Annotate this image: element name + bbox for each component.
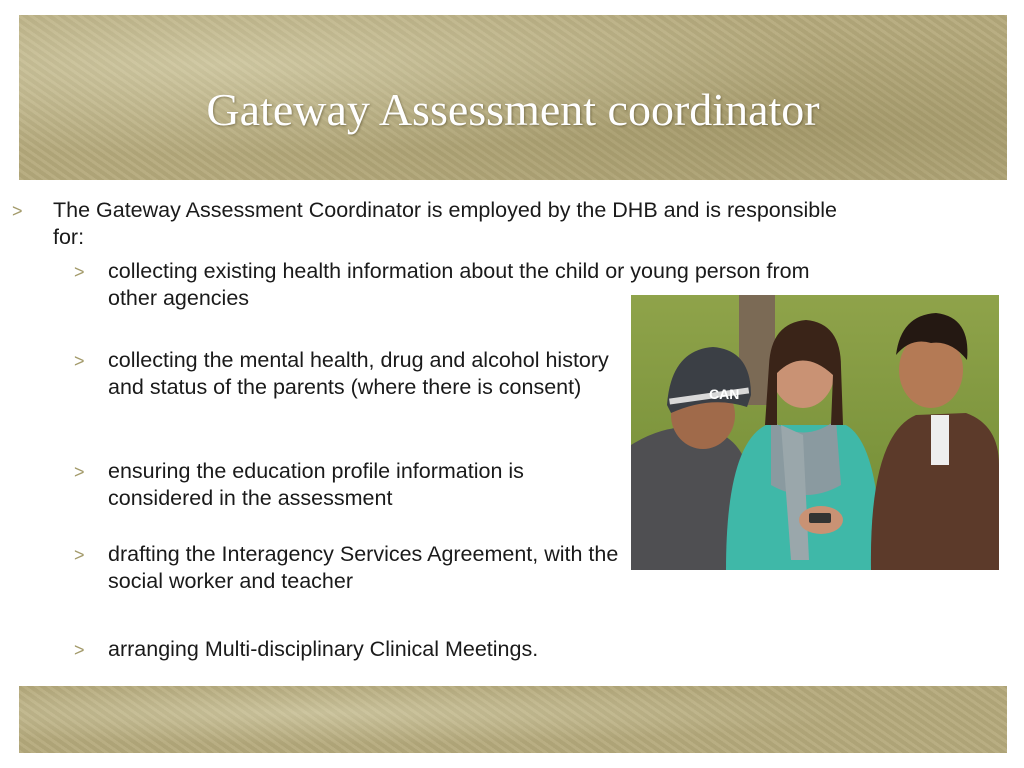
sub-bullet-marker: >	[74, 545, 85, 565]
list-item: ensuring the education profile information is considered in the assessment	[108, 459, 524, 510]
footer-banner	[19, 686, 1007, 753]
list-item: collecting existing health information about the child or young person from other agencies	[108, 259, 810, 310]
list-item: drafting the Interagency Services Agreement, with the social worker and teacher	[108, 542, 619, 593]
list-item: arranging Multi-disciplinary Clinical Meetings.	[108, 637, 539, 661]
sub-bullet-marker: >	[74, 462, 85, 482]
sub-bullet-marker: >	[74, 640, 85, 660]
slide-title: Gateway Assessment coordinator	[206, 84, 820, 135]
bullet-marker: >	[12, 201, 23, 221]
teens-photo	[631, 295, 999, 570]
intro-bullet: The Gateway Assessment Coordinator is employed by the DHB and is responsible for:	[53, 198, 837, 249]
sub-bullet-marker: >	[74, 351, 85, 371]
title-banner	[19, 15, 1007, 180]
beanie-logo: CAN	[709, 386, 740, 402]
sub-bullet-marker: >	[74, 262, 85, 282]
list-item: collecting the mental health, drug and alcohol history and status of the parents (where there is consent)	[108, 348, 609, 399]
